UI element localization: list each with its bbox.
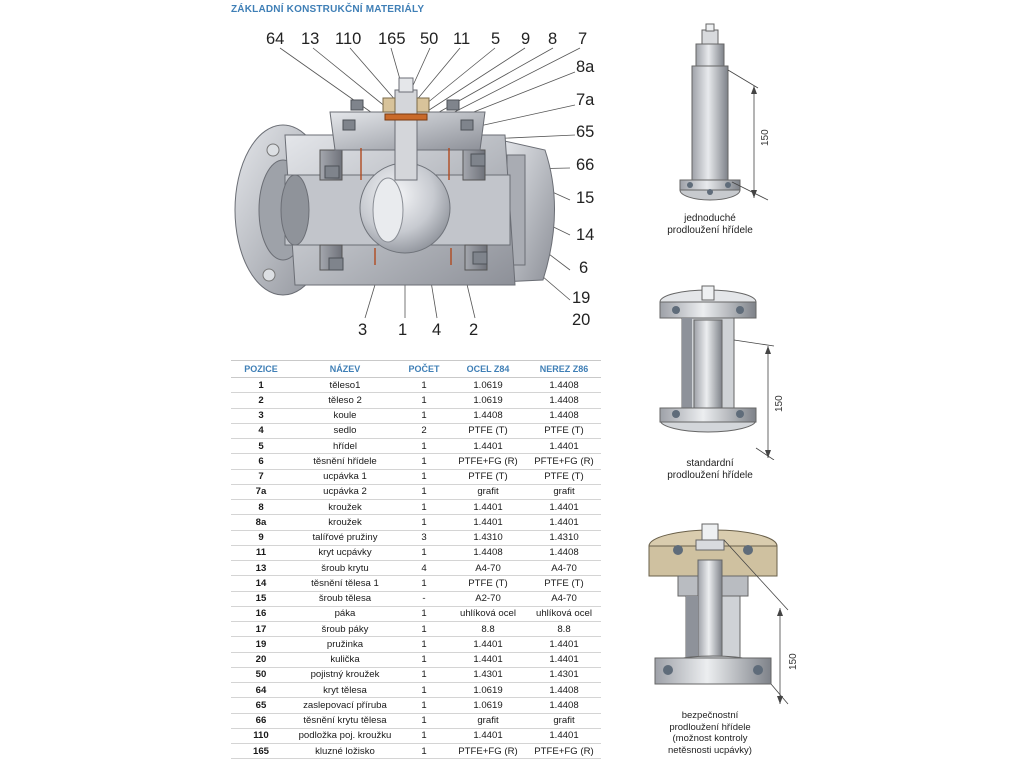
cell-name: těleso 2	[291, 393, 399, 408]
cell-name: pojistný kroužek	[291, 667, 399, 682]
cell-steel: PTFE+FG (R)	[449, 744, 527, 759]
cell-name: těleso1	[291, 378, 399, 393]
cell-stainless: 1.4301	[527, 667, 601, 682]
cell-steel: 1.0619	[449, 393, 527, 408]
cell-position: 16	[231, 606, 291, 621]
cell-name: hřídel	[291, 439, 399, 454]
cell-count: 1	[399, 622, 449, 637]
cell-count: 1	[399, 469, 449, 484]
materials-table	[231, 360, 601, 759]
standard-extension-caption: standardní prodloužení hřídele	[667, 458, 753, 481]
cell-name: pružinka	[291, 637, 399, 652]
cell-stainless: 1.4408	[527, 378, 601, 393]
cell-steel: uhlíková ocel	[449, 606, 527, 621]
cell-stainless: 1.4408	[527, 683, 601, 698]
table-row	[231, 576, 601, 591]
cell-steel: 1.4401	[449, 500, 527, 515]
cell-name: talířové pružiny	[291, 530, 399, 545]
cell-steel: PTFE+FG (R)	[449, 454, 527, 469]
cell-position: 1	[231, 378, 291, 393]
cell-count: 1	[399, 683, 449, 698]
cell-position: 7	[231, 469, 291, 484]
cell-stainless: 1.4401	[527, 652, 601, 667]
cell-position: 8a	[231, 515, 291, 530]
safety-shaft-extension-illustration	[638, 520, 810, 710]
cell-steel: A2-70	[449, 591, 527, 606]
table-row	[231, 606, 601, 621]
cell-name: kryt tělesa	[291, 683, 399, 698]
cell-steel: PTFE (T)	[449, 423, 527, 438]
table-row	[231, 469, 601, 484]
cell-position: 64	[231, 683, 291, 698]
cell-stainless: 1.4408	[527, 408, 601, 423]
cell-count: 1	[399, 500, 449, 515]
cell-stainless: PFTE+FG (R)	[527, 454, 601, 469]
table-row	[231, 408, 601, 423]
cell-name: těsnění krytu tělesa	[291, 713, 399, 728]
cell-stainless: A4-70	[527, 591, 601, 606]
callout-number: 2	[469, 321, 479, 339]
dimension-label: 150	[760, 129, 771, 146]
cell-name: kryt ucpávky	[291, 545, 399, 560]
cell-steel: 1.0619	[449, 698, 527, 713]
table-row	[231, 378, 601, 393]
table-row	[231, 713, 601, 728]
table-row	[231, 652, 601, 667]
cell-count: 1	[399, 378, 449, 393]
cell-name: šroub páky	[291, 622, 399, 637]
cell-position: 65	[231, 698, 291, 713]
cell-count: 1	[399, 576, 449, 591]
cell-stainless: 1.4408	[527, 698, 601, 713]
callout-number: 1	[398, 321, 408, 339]
cell-count: 1	[399, 393, 449, 408]
cell-steel: A4-70	[449, 561, 527, 576]
cell-count: 1	[399, 439, 449, 454]
table-row	[231, 561, 601, 576]
cell-position: 165	[231, 744, 291, 759]
column-header-name: NÁZEV	[291, 361, 399, 378]
cell-name: kroužek	[291, 500, 399, 515]
callout-number: 19	[572, 289, 591, 307]
cell-count: 1	[399, 515, 449, 530]
cell-name: těsnění tělesa 1	[291, 576, 399, 591]
table-row	[231, 622, 601, 637]
table-row	[231, 728, 601, 743]
cell-count: 2	[399, 423, 449, 438]
table-row	[231, 393, 601, 408]
cell-steel: 1.4401	[449, 439, 527, 454]
cell-count: 1	[399, 637, 449, 652]
cell-stainless: PTFE (T)	[527, 423, 601, 438]
cell-name: kulička	[291, 652, 399, 667]
cell-count: 3	[399, 530, 449, 545]
cell-position: 17	[231, 622, 291, 637]
cell-stainless: uhlíková ocel	[527, 606, 601, 621]
cell-steel: 1.4401	[449, 728, 527, 743]
table-header-row	[231, 361, 601, 378]
cell-stainless: grafit	[527, 713, 601, 728]
cell-stainless: grafit	[527, 484, 601, 499]
cell-count: 1	[399, 667, 449, 682]
simple-shaft-extension-illustration	[672, 22, 782, 212]
cell-steel: PTFE (T)	[449, 576, 527, 591]
callout-number: 6	[579, 259, 589, 277]
column-header-steel: OCEL Z84	[449, 361, 527, 378]
cell-count: 4	[399, 561, 449, 576]
cell-name: šroub krytu	[291, 561, 399, 576]
cell-name: ucpávka 2	[291, 484, 399, 499]
cell-name: kluzné ložisko	[291, 744, 399, 759]
cell-position: 6	[231, 454, 291, 469]
cell-position: 11	[231, 545, 291, 560]
cell-stainless: 1.4408	[527, 545, 601, 560]
cell-steel: 1.4401	[449, 652, 527, 667]
cell-name: těsnění hřídele	[291, 454, 399, 469]
table-row	[231, 545, 601, 560]
callout-number: 8a	[576, 58, 595, 76]
column-header-count: POČET	[399, 361, 449, 378]
cell-steel: 8.8	[449, 622, 527, 637]
safety-extension-caption: bezpečnostní prodloužení hřídele (možnost kontroly netěsnosti ucpávky)	[668, 710, 752, 756]
cell-steel: 1.4301	[449, 667, 527, 682]
cell-position: 15	[231, 591, 291, 606]
cell-steel: grafit	[449, 484, 527, 499]
table-row	[231, 454, 601, 469]
cell-position: 66	[231, 713, 291, 728]
cell-name: ucpávka 1	[291, 469, 399, 484]
callout-number: 165	[378, 30, 406, 48]
section-title: ZÁKLADNÍ KONSTRUKČNÍ MATERIÁLY	[231, 4, 425, 15]
cell-stainless: 1.4401	[527, 439, 601, 454]
cell-count: 1	[399, 408, 449, 423]
callout-number: 4	[432, 321, 442, 339]
cell-name: zaslepovací příruba	[291, 698, 399, 713]
standard-shaft-extension-illustration	[648, 280, 788, 460]
cell-steel: 1.0619	[449, 683, 527, 698]
cell-stainless: 1.4401	[527, 728, 601, 743]
table-body	[231, 378, 601, 759]
callout-number: 13	[301, 30, 320, 48]
callout-number: 8	[548, 30, 558, 48]
table-row	[231, 591, 601, 606]
cell-stainless: 1.4310	[527, 530, 601, 545]
table-row	[231, 698, 601, 713]
cell-count: 1	[399, 454, 449, 469]
table-row	[231, 439, 601, 454]
cell-count: 1	[399, 713, 449, 728]
cell-count: -	[399, 591, 449, 606]
cell-steel: 1.0619	[449, 378, 527, 393]
cell-stainless: 1.4401	[527, 637, 601, 652]
cell-stainless: PTFE+FG (R)	[527, 744, 601, 759]
cell-name: podložka poj. kroužku	[291, 728, 399, 743]
table-row	[231, 667, 601, 682]
cell-name: koule	[291, 408, 399, 423]
table-row	[231, 500, 601, 515]
cell-stainless: A4-70	[527, 561, 601, 576]
cell-steel: grafit	[449, 713, 527, 728]
cell-position: 13	[231, 561, 291, 576]
cell-count: 1	[399, 698, 449, 713]
cell-count: 1	[399, 606, 449, 621]
column-header-position: POZICE	[231, 361, 291, 378]
table-row	[231, 484, 601, 499]
callout-number: 3	[358, 321, 368, 339]
table-row	[231, 744, 601, 759]
cell-position: 2	[231, 393, 291, 408]
cell-position: 8	[231, 500, 291, 515]
callout-number: 11	[453, 30, 471, 48]
cell-stainless: PTFE (T)	[527, 576, 601, 591]
cell-position: 9	[231, 530, 291, 545]
column-header-stainless: NEREZ Z86	[527, 361, 601, 378]
cell-count: 1	[399, 728, 449, 743]
callout-number: 64	[266, 30, 285, 48]
cell-position: 7a	[231, 484, 291, 499]
callout-number: 7	[578, 30, 588, 48]
callout-number: 15	[576, 189, 595, 207]
cell-stainless: 8.8	[527, 622, 601, 637]
cell-position: 5	[231, 439, 291, 454]
cell-count: 1	[399, 484, 449, 499]
cell-position: 3	[231, 408, 291, 423]
callout-number: 20	[572, 311, 591, 329]
table-row	[231, 423, 601, 438]
cell-count: 1	[399, 744, 449, 759]
callout-number: 66	[576, 156, 595, 174]
cell-steel: PTFE (T)	[449, 469, 527, 484]
cell-stainless: 1.4401	[527, 500, 601, 515]
cell-position: 50	[231, 667, 291, 682]
cell-position: 19	[231, 637, 291, 652]
cell-name: kroužek	[291, 515, 399, 530]
cell-position: 20	[231, 652, 291, 667]
cell-steel: 1.4401	[449, 637, 527, 652]
cell-name: páka	[291, 606, 399, 621]
cell-position: 110	[231, 728, 291, 743]
cell-name: sedlo	[291, 423, 399, 438]
valve-cutaway-illustration	[225, 20, 605, 325]
cell-count: 1	[399, 545, 449, 560]
table-row	[231, 637, 601, 652]
cell-steel: 1.4408	[449, 408, 527, 423]
callout-number: 110	[335, 30, 362, 48]
dimension-label: 150	[788, 653, 799, 670]
cell-steel: 1.4408	[449, 545, 527, 560]
cell-name: šroub tělesa	[291, 591, 399, 606]
table-row	[231, 530, 601, 545]
callout-number: 9	[521, 30, 531, 48]
cell-steel: 1.4401	[449, 515, 527, 530]
table-row	[231, 515, 601, 530]
callout-number: 50	[420, 30, 439, 48]
cell-steel: 1.4310	[449, 530, 527, 545]
callout-number: 7a	[576, 91, 595, 109]
dimension-label: 150	[774, 395, 785, 412]
simple-extension-caption: jednoduché prodloužení hřídele	[667, 213, 753, 236]
cell-count: 1	[399, 652, 449, 667]
cell-stainless: PTFE (T)	[527, 469, 601, 484]
callout-number: 5	[491, 30, 501, 48]
table-row	[231, 683, 601, 698]
cell-stainless: 1.4408	[527, 393, 601, 408]
cell-position: 14	[231, 576, 291, 591]
callout-number: 65	[576, 123, 595, 141]
cell-stainless: 1.4401	[527, 515, 601, 530]
cell-position: 4	[231, 423, 291, 438]
callout-number: 14	[576, 226, 595, 244]
